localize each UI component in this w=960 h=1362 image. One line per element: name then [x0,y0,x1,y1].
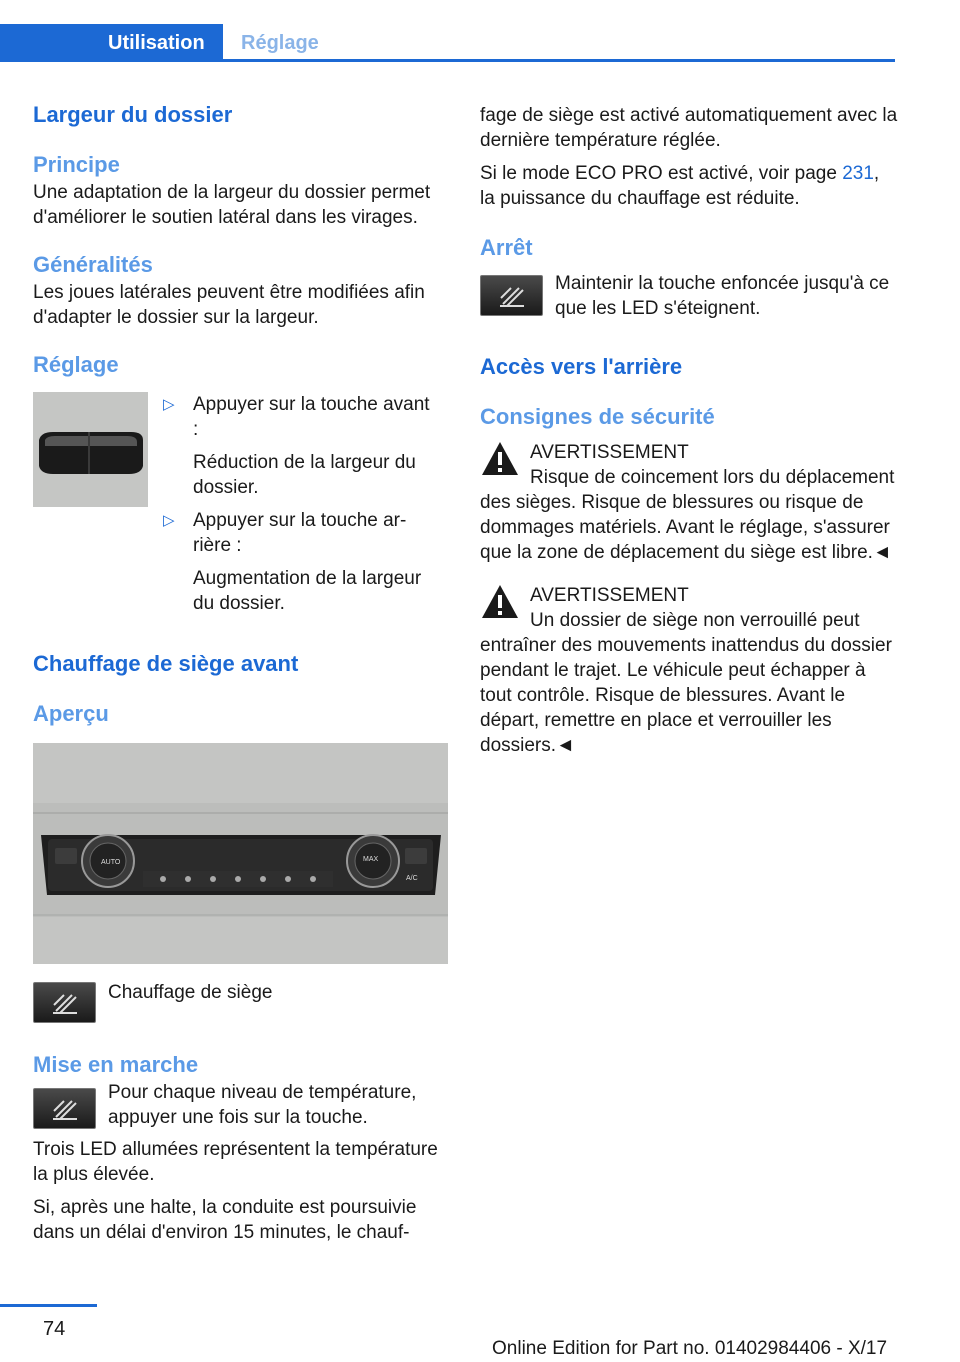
warning-1-title: AVERTISSEMENT [530,442,689,463]
step-1-action: Appuyer sur la touche avant : [193,394,430,440]
text-mise-btn: Pour chaque niveau de température, appuyer une fois sur la touche. [108,1082,417,1128]
heading-generalites: Généralités [33,252,153,277]
page-link-231[interactable]: 231 [842,163,874,184]
page-header [0,24,895,62]
warning-triangle-icon [480,440,520,478]
warning-2 [480,583,898,758]
heading-mise-en-marche: Mise en marche [33,1052,199,1077]
text-eco [480,161,898,211]
text-trois: Trois LED allumées représentent la température la plus élevée. [33,1139,438,1185]
left-column [33,100,451,1245]
right-column [480,100,898,758]
text-eco-1: Si le mode ECO PRO est activé, voir page [480,163,843,184]
seat-heating-button-icon [33,982,96,1023]
warning-1-text: Risque de coincement lors du déplacement des sièges. Risque de blessures ou risque de dommages matériels. Avant le réglage, s'assurer que la zone de déplacement du siège est libre.◄ [480,467,895,563]
climate-panel-image [33,743,448,964]
footer-rule [0,1304,97,1307]
fig-label: Chauffage de siège [108,982,273,1003]
heading-arret: Arrêt [480,235,533,260]
panel-auto-label: AUTO [101,859,121,866]
bullet-triangle-icon: ▷ [163,512,175,529]
seat-heating-button-icon [33,1088,96,1129]
width-switch-image [33,392,148,507]
heading-principe: Principe [33,152,120,177]
text-generalites: Les joues latérales peuvent être modifiées afin d'adapter le dossier sur la largeur. [33,282,425,328]
panel-ac-label: A/C [406,875,418,882]
warning-2-title: AVERTISSEMENT [530,585,689,606]
heading-chauffage: Chauffage de siège avant [33,651,299,676]
seat-heating-button-icon [480,275,543,316]
tab-utilisation[interactable]: Utilisation [0,24,223,62]
step-1-result: Réduction de la largeur du dossier. [193,452,416,498]
edition-note: Online Edition for Part no. 01402984406 - X/17 [492,1338,888,1359]
heading-acces: Accès vers l'arrière [480,354,683,379]
text-arret: Maintenir la touche enfoncée jusqu'à ce que les LED s'éteignent. [555,273,890,319]
warning-triangle-icon [480,583,520,621]
reglage-block [33,392,451,616]
heading-apercu: Aperçu [33,701,109,726]
fig-legend [33,982,451,1023]
text-si: Si, après une halte, la conduite est poursuivie dans un délai d'environ 15 minutes, le chauf- [33,1197,417,1243]
step-1 [163,392,433,500]
panel-max-label: MAX [363,856,379,863]
step-2-result: Augmentation de la largeur du dossier. [193,568,422,614]
step-2-action: Appuyer sur la touche arrière : [193,510,407,556]
text-cont: fage de siège est activé automatiquement avec la dernière température réglée. [480,105,898,151]
mise-block [33,1080,451,1130]
step-2 [163,508,433,616]
warning-2-text: Un dossier de siège non verrouillé peut entraîner des mouvements inattendus du dossier pendant le trajet. Le véhicule peut échapper à tout contrôle. Risque de blessures. Avant le départ, remettre en place et verrouiller les dossiers.◄ [480,610,892,756]
reglage-steps [163,392,433,616]
heading-largeur: Largeur du dossier [33,102,233,127]
warning-1 [480,440,898,565]
page-number: 74 [43,1318,66,1340]
tab-reglage[interactable]: Réglage [241,32,319,54]
text-eco-2: , la puissance du chauffage est réduite. [480,163,880,209]
heading-reglage: Réglage [33,352,119,377]
heading-consignes: Consignes de sécurité [480,404,715,429]
text-principe: Une adaptation de la largeur du dossier permet d'améliorer le soutien latéral dans les virages. [33,182,431,228]
bullet-triangle-icon: ▷ [163,396,175,413]
arret-block [480,265,898,321]
